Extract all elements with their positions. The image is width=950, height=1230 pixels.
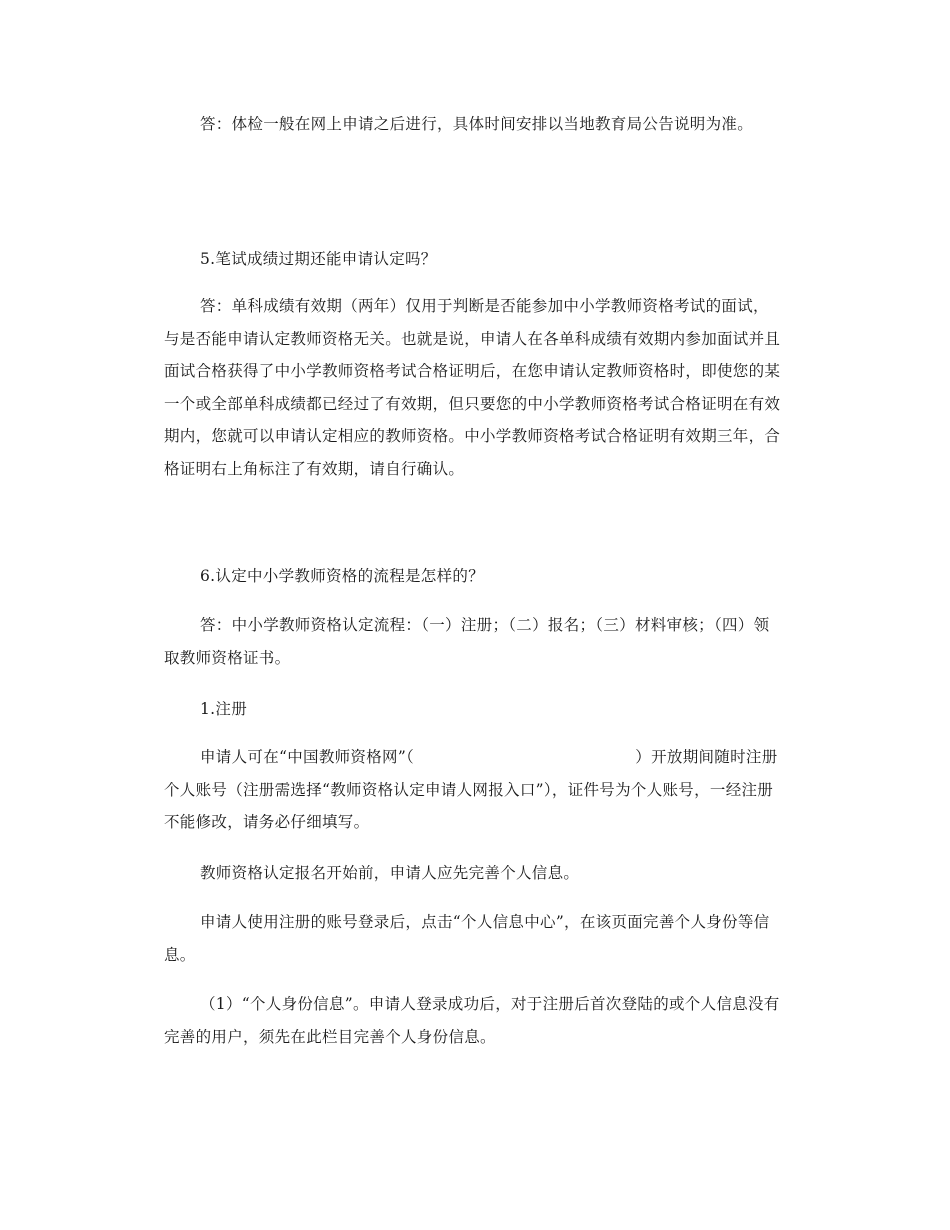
section-heading-registration: 1.注册 (200, 700, 247, 718)
paragraph-info-center: 申请人使用注册的账号登录后，点击“个人信息中心”，在该页面完善个人身份等信息。 (164, 913, 770, 964)
paragraph-complete-info: 教师资格认定报名开始前，申请人应先完善个人信息。 (200, 864, 580, 882)
paragraph-registration-details: 申请人可在“中国教师资格网”（ ）开放期间随时注册个人账号（注册需选择“教师资格认定申请人网报入口”），证件号为个人账号，一经注册不能修改，请务必仔细填写。 (164, 748, 778, 831)
answer-paragraph-score-validity: 答：单科成绩有效期（两年）仅用于判断是否能参加中小学教师资格考试的面试，与是否能申请认定教师资格无关。也就是说，申请人在各单科成绩有效期内参加面试并且面试合格获得了中小学教师资格考试合格证明后，在您申请认定教师资格时，即使您的某一个或全部单科成绩都已经过了有效期，但只要您的中小学教师资格考试合格证明在有效期内，您就可以申请认定相应的教师资格。中小学教师资格考试合格证明有效期三年，合格证明右上角标注了有效期，请自行确认。 (164, 297, 781, 478)
answer-paragraph-process: 答：中小学教师资格认定流程：（一）注册；（二）报名；（三）材料审核；（四）领取教师资格证书。 (164, 616, 770, 667)
question-heading-6: 6.认定中小学教师资格的流程是怎样的？ (200, 567, 484, 585)
question-heading-5: 5.笔试成绩过期还能申请认定吗？ (200, 250, 437, 268)
paragraph-identity-info: （1）“个人身份信息”。申请人登录成功后，对于注册后首次登陆的或个人信息没有完善的用户，须先在此栏目完善个人身份信息。 (164, 995, 780, 1046)
answer-paragraph-medical-exam: 答：体检一般在网上申请之后进行，具体时间安排以当地教育局公告说明为准。 (200, 115, 754, 133)
